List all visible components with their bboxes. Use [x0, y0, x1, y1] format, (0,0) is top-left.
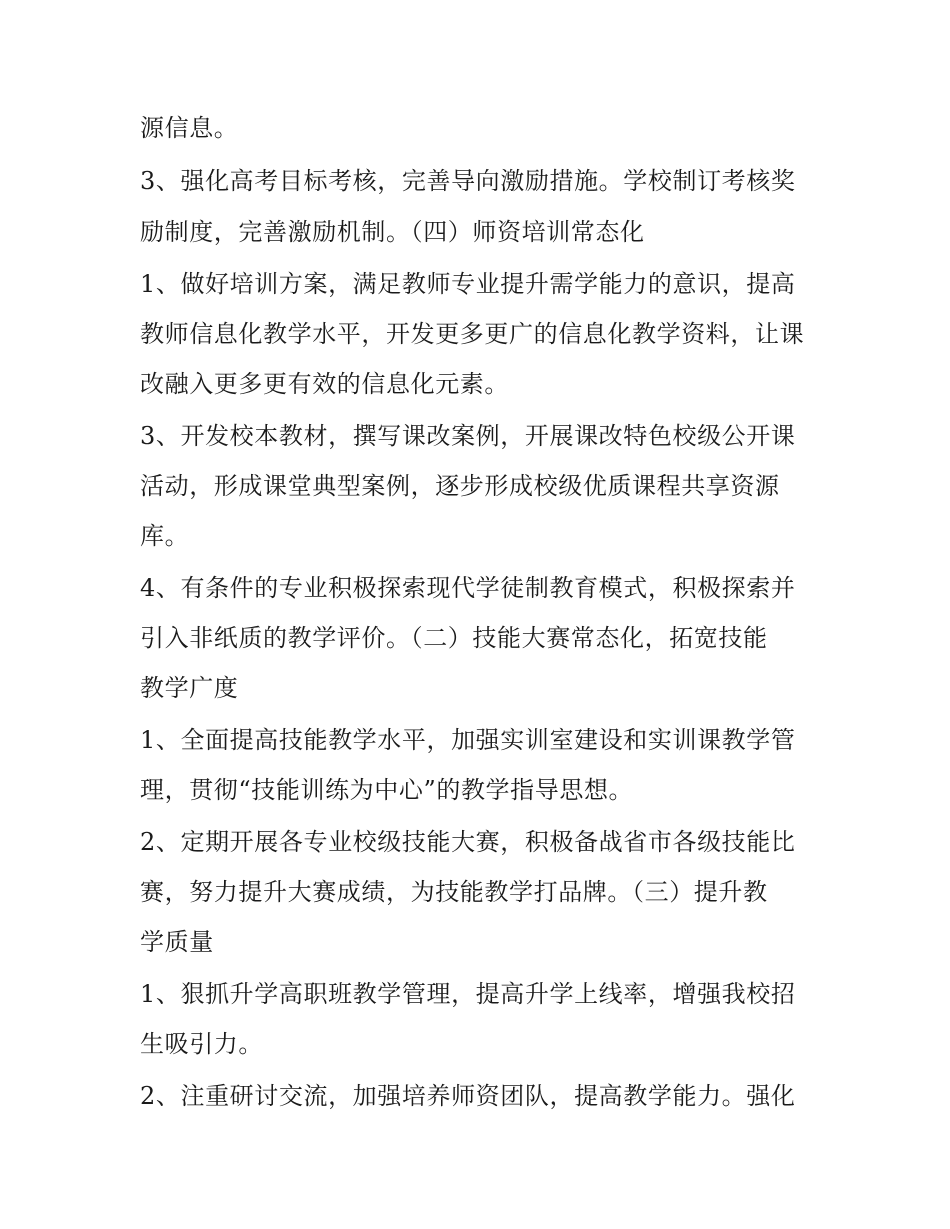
text-line: 生吸引力。: [140, 1030, 263, 1058]
text-line: 教师信息化教学水平，开发更多更广的信息化教学资料，让课: [140, 320, 805, 348]
text-line: 2、注重研讨交流，加强培养师资团队，提高教学能力。强化: [140, 1082, 796, 1110]
text-line: 活动，形成课堂典型案例，逐步形成校级优质课程共享资源: [140, 472, 780, 500]
text-line: 理，贯彻“技能训练为中心”的教学指导思想。: [140, 776, 634, 804]
text-line: 学质量: [140, 928, 214, 956]
text-line: 3、开发校本教材，撰写课改案例，开展课改特色校级公开课: [140, 422, 796, 450]
text-line: 1、全面提高技能教学水平，加强实训室建设和实训课教学管: [140, 726, 796, 754]
text-line: 1、狠抓升学高职班教学管理，提高升学上线率，增强我校招: [140, 980, 796, 1008]
text-line: 励制度，完善激励机制。（四）师资培训常态化: [140, 218, 645, 246]
text-line: 3、强化高考目标考核，完善导向激励措施。学校制订考核奖: [140, 167, 796, 195]
text-line: 库。: [140, 522, 190, 550]
text-line: 改融入更多更有效的信息化元素。: [140, 370, 509, 398]
text-line: 源信息。: [140, 114, 239, 142]
text-line: 引入非纸质的教学评价。（二）技能大赛常态化，拓宽技能: [140, 624, 768, 652]
text-line: 赛，努力提升大赛成绩，为技能教学打品牌。（三）提升教: [140, 878, 768, 906]
text-line: 4、有条件的专业积极探索现代学徒制教育模式，积极探索并: [140, 574, 796, 602]
text-line: 教学广度: [140, 674, 239, 702]
text-line: 1、做好培训方案，满足教师专业提升需学能力的意识，提高: [140, 270, 796, 298]
text-line: 2、定期开展各专业校级技能大赛，积极备战省市各级技能比: [140, 828, 796, 856]
